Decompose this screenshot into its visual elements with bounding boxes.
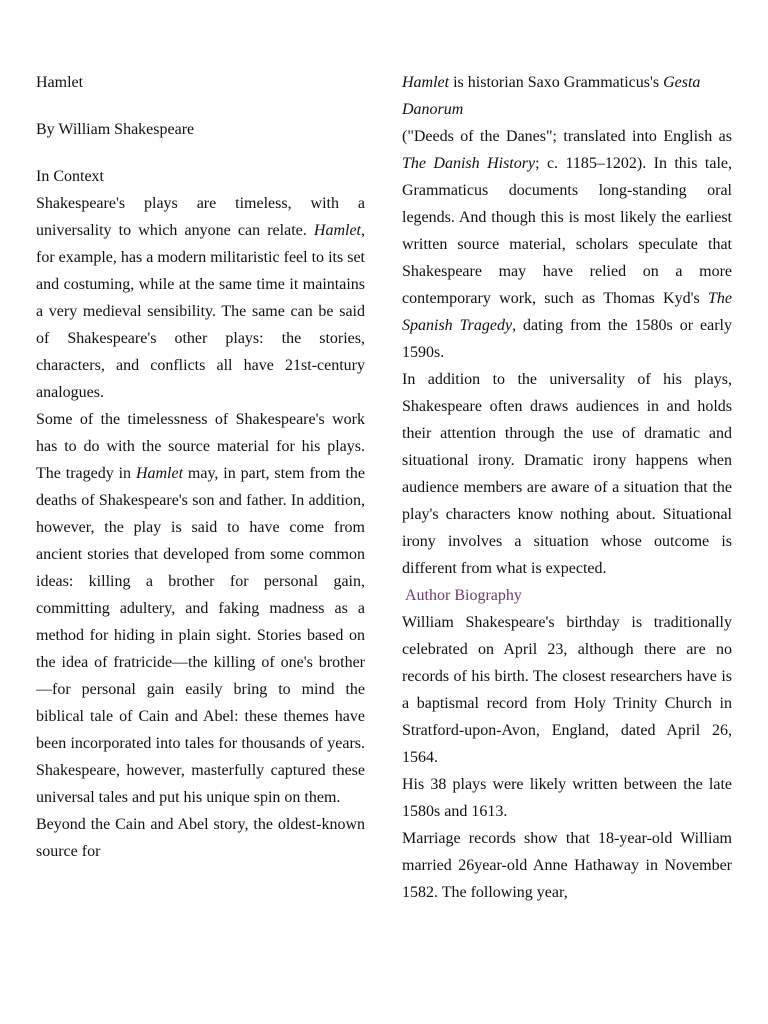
document-byline: By William Shakespeare <box>36 121 195 138</box>
paragraph-irony: In addition to the universality of his plays, Shakespeare often draws audiences in and holds their attention through the use of dramatic and situational irony. Dramatic irony happens when audience members are aware of a situation that the play's characters know nothing about. Situational irony involves a situation whose outcome is different from what is expected. <box>402 371 732 577</box>
paragraph-plays: His 38 plays were likely written between the late 1580s and 1613. <box>402 776 732 820</box>
text-run: ("Deeds of the Danes"; translated into English as <box>402 128 732 145</box>
paragraph-oldest-source: Beyond the Cain and Abel story, the oldest-known source for <box>36 816 365 860</box>
paragraph-source-material <box>36 406 365 811</box>
document-title: Hamlet <box>36 74 84 91</box>
text-run: Some of the timelessness of Shakespeare's work has to do with the source material for his plays. The tragedy in <box>36 411 365 482</box>
italic-title: Hamlet <box>313 222 361 239</box>
text-run: Shakespeare's plays are timeless, with a universality to which anyone can relate. <box>36 195 365 239</box>
paragraph-saxo <box>402 69 732 123</box>
italic-title: Hamlet <box>135 465 184 482</box>
right-column <box>402 69 732 906</box>
text-run: , for example, has a modern militaristic feel to its set and costuming, while at the same time it maintains a very medieval sensibility. The same can be said of Shakespeare's other plays: the stories, characters, and conflicts all have 21st-century analogues. <box>36 222 365 401</box>
paragraph-danish-history <box>402 123 732 366</box>
paragraph-birthday: William Shakespeare's birthday is traditionally celebrated on April 23, although there are no records of his birth. The closest researchers have is a baptismal record from Holy Trinity Church in Stratford-upon-Avon, England, dated April 26, 1564. <box>402 614 732 766</box>
italic-title: Gesta Danorum <box>402 74 701 118</box>
text-run: , dating from the 1580s or early 1590s. <box>402 317 732 361</box>
text-run: ; c. 1185–1202). In this tale, Grammaticus documents long-standing oral legends. And though this is most likely the earliest written source material, scholars speculate that Shakespeare may have relied on a more contemporary work, such as Thomas Kyd's <box>402 155 732 307</box>
italic-title: The Danish History <box>402 155 536 172</box>
left-column <box>36 69 365 865</box>
text-run: is historian Saxo Grammaticus's <box>449 74 664 91</box>
paragraph-marriage: Marriage records show that 18-year-old William married 26year-old Anne Hathaway in November 1582. The following year, <box>402 830 732 901</box>
section-heading-in-context: In Context <box>36 168 104 185</box>
author-biography-link[interactable]: Author Biography <box>405 587 522 604</box>
text-run: may, in part, stem from the deaths of Shakespeare's son and father. In addition, however, the play is said to have come from ancient stories that developed from some common ideas: killing a brother for personal gain, committing adultery, and faking madness as a method for hiding in plain sight. Stories based on the idea of fratricide—the killing of one's brother—for personal gain easily bring to mind the biblical tale of Cain and Abel: these themes have been incorporated into tales for thousands of years. Shakespeare, however, masterfully captured these universal tales and put his unique spin on them. <box>36 465 366 806</box>
paragraph-timeless <box>36 190 365 406</box>
italic-title: The Spanish Tragedy <box>402 290 732 334</box>
italic-title: Hamlet <box>402 74 450 91</box>
